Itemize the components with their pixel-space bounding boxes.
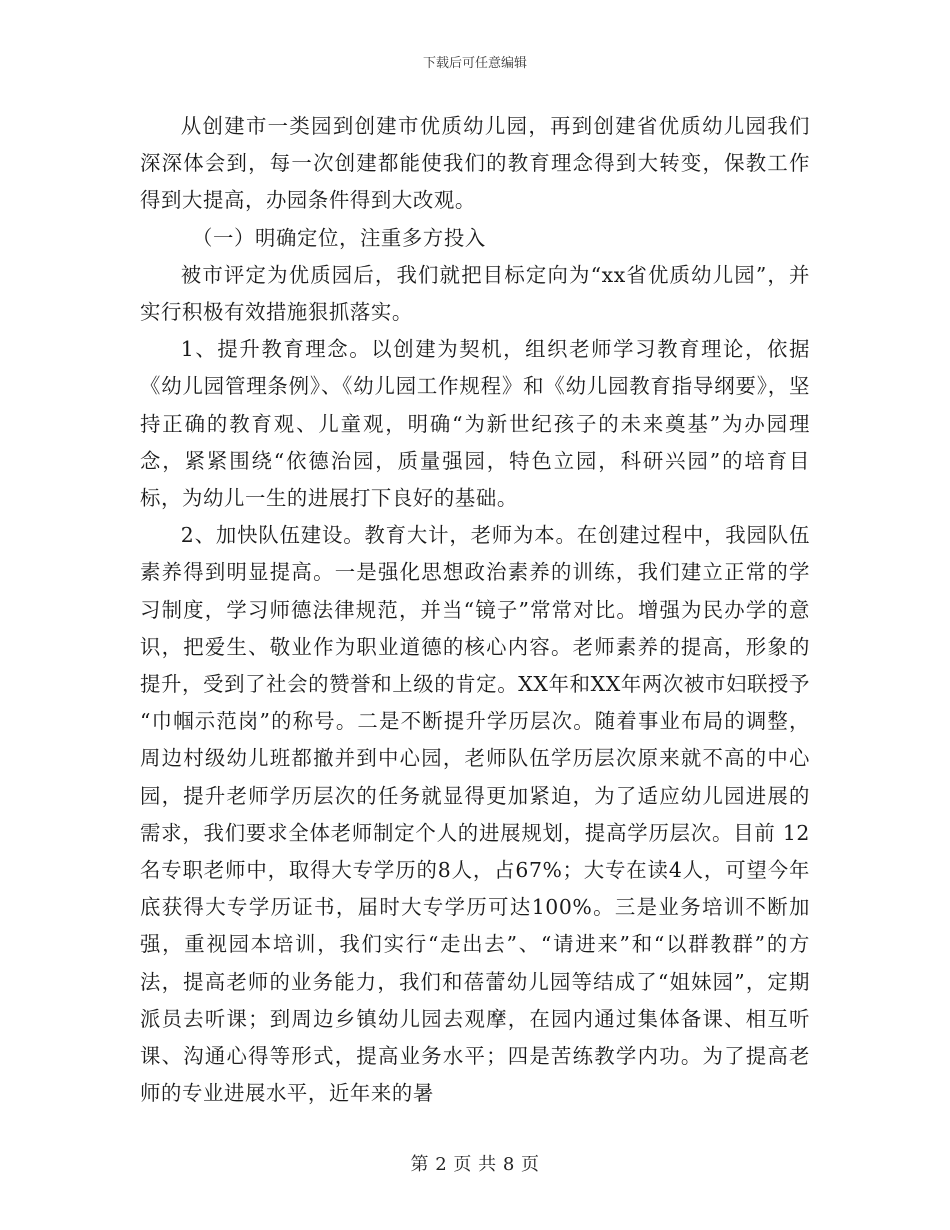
- paragraph-point-2: 2、加快队伍建设。教育大计，老师为本。在创建过程中，我园队伍素养得到明显提高。一是强化思想政治素养的训练，我们建立正常的学习制度，学习师德法律规范，并当“镜子”常常对比。增强为民办学的意识，把爱生、敬业作为职业道德的核心内容。老师素养的提高，形象的提升，受到了社会的赞誉和上级的肯定。XX年和XX年两次被市妇联授予 “巾帼示范岗”的称号。二是不断提升学历层次。随着事业布局的调整，周边村级幼儿班都撤并到中心园，老师队伍学历层次原来就不高的中心园，提升老师学历层次的任务就显得更加紧迫，为了适应幼儿园进展的需求，我们要求全体老师制定个人的进展规划，提高学历层次。目前 12名专职老师中，取得大专学历的8人，占67%；大专在读4人，可望今年底获得大专学历证书，届时大专学历可达100%。三是业务培训不断加强，重视园本培训，我们实行“走出去”、“请进来”和“以群教群”的方法，提高老师的业务能力，我们和蓓蕾幼儿园等结成了“姐妹园”，定期派员去听课；到周边乡镇幼儿园去观摩，在园内通过集体备课、相互听课、沟通心得等形式，提高业务水平；四是苦练教学内功。为了提高老师的专业进展水平，近年来的暑: [140, 523, 810, 1106]
- section-heading: （一）明确定位，注重多方投入: [192, 225, 486, 250]
- paragraph-goal: 被市评定为优质园后，我们就把目标定向为“xx省优质幼儿园”，并实行积极有效措施狠抓落实。: [140, 262, 810, 325]
- page-header: 下载后可任意编辑: [422, 56, 527, 71]
- paragraph-intro: 从创建市一类园到创建市优质幼儿园，再到创建省优质幼儿园我们深深体会到，每一次创建都能使我们的教育理念得到大转变，保教工作得到大提高，办园条件得到大改观。: [140, 114, 810, 213]
- document-body: [140, 108, 810, 1112]
- paragraph-point-1: 1、提升教育理念。以创建为契机，组织老师学习教育理论，依据《幼儿园管理条例》、《幼儿园工作规程》和《幼儿园教育指导纲要》，坚持正确的教育观、儿童观，明确“为新世纪孩子的未来奠基”为办园理念，紧紧围绕“依德治园，质量强园，特色立园，科研兴园”的培育目标，为幼儿一生的进展打下良好的基础。: [140, 337, 810, 511]
- page-number: 第 2 页 共 8 页: [410, 1154, 540, 1175]
